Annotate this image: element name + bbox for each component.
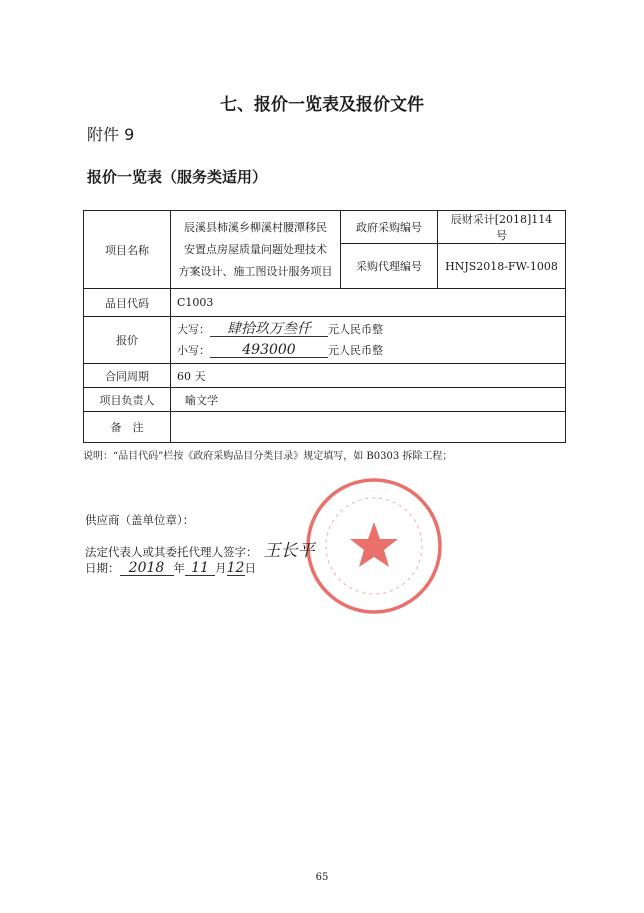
project-manager-label: 项目负责人 [84, 388, 171, 412]
quote-label: 报价 [84, 317, 171, 364]
contract-period-value: 60 天 [171, 364, 566, 388]
upper-amount-label: 大写： [177, 323, 210, 336]
project-manager-value: 喻文学 [171, 388, 566, 412]
page-title: 七、报价一览表及报价文件 [220, 95, 424, 115]
lower-amount-handwritten: 493000 [210, 343, 328, 358]
date-year: 2018 [120, 561, 174, 576]
agency-no-value: HNJS2018-FW-1008 [438, 244, 566, 289]
date-label: 日期： [85, 561, 120, 575]
quote-values [171, 317, 566, 364]
currency-suffix: 元人民币整 [328, 323, 383, 336]
month-unit: 月 [215, 561, 227, 575]
company-seal [300, 472, 448, 620]
project-name-line: 辰溪县柿溪乡柳溪村腰潭移民 [184, 220, 327, 234]
project-name-value [171, 211, 341, 289]
project-name-label: 项目名称 [84, 211, 171, 289]
representative-label: 法定代表人或其委托代理人签字： [85, 545, 258, 559]
project-name-line: 方案设计、施工图设计服务项目 [178, 264, 333, 278]
remark-value [171, 412, 566, 443]
contract-period-label: 合同周期 [84, 364, 171, 388]
supplier-label: 供应商（盖单位章）： [85, 513, 195, 527]
project-name-line: 安置点房屋质量问题处理技术 [184, 242, 327, 256]
supplier-line [85, 512, 194, 528]
page-number: 65 [315, 872, 329, 883]
currency-suffix: 元人民币整 [328, 344, 383, 357]
gov-procurement-no-label: 政府采购编号 [341, 211, 438, 244]
item-code-value: C1003 [171, 289, 566, 317]
agency-no-label: 采购代理编号 [341, 244, 438, 289]
representative-signature: 王长平 [263, 541, 315, 561]
annex-label: 附件 9 [87, 125, 135, 144]
lower-amount-label: 小写： [177, 344, 210, 357]
section-subtitle: 报价一览表（服务类适用） [87, 168, 268, 186]
quote-table [83, 210, 566, 443]
upper-amount-handwritten: 肆拾玖万叁仟 [210, 322, 328, 337]
item-code-label: 品目代码 [84, 289, 171, 317]
representative-line [85, 536, 315, 561]
year-unit: 年 [173, 561, 185, 575]
remark-label: 备 注 [84, 412, 171, 443]
date-day: 12 [226, 560, 245, 576]
gov-procurement-no-value: 辰财采计[2018]114 号 [438, 211, 566, 244]
date-line [85, 560, 256, 576]
day-unit: 日 [244, 561, 256, 575]
date-month: 11 [185, 561, 215, 576]
table-note: 说明：“品目代码”栏按《政府采购品目分类目录》规定填写，如 B0303 拆除工程； [83, 451, 453, 462]
